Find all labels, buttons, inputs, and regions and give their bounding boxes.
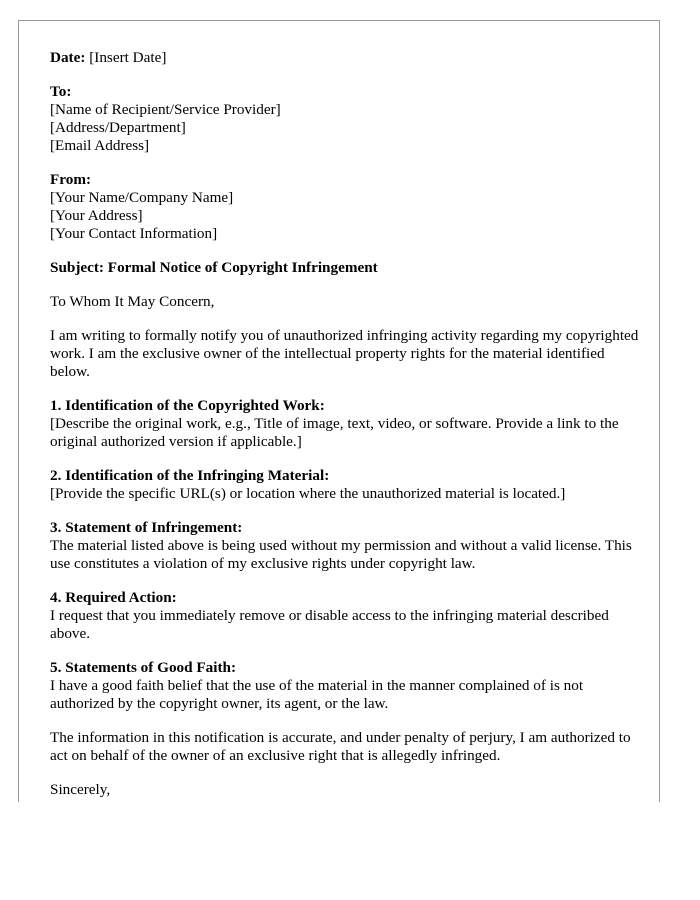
- to-heading: To:: [50, 83, 72, 100]
- sender-contact: [Your Contact Information]: [50, 225, 218, 242]
- section-copyrighted-work: [50, 397, 640, 451]
- recipient-block: [50, 83, 640, 155]
- subject-line: Subject: Formal Notice of Copyright Infringement: [50, 259, 378, 276]
- sender-block: [50, 171, 640, 243]
- from-heading: From:: [50, 171, 92, 188]
- letter-content: [50, 49, 640, 802]
- sender-address: [Your Address]: [50, 207, 143, 224]
- section-body: The material listed above is being used without my permission and without a valid license. This use constitutes a violation of my exclusive rights under copyright law.: [50, 537, 632, 572]
- recipient-name: [Name of Recipient/Service Provider]: [50, 101, 281, 118]
- perjury-statement: The information in this notification is accurate, and under penalty of perjury, I am authorized to act on behalf of the owner of an exclusive right that is allegedly infringed.: [50, 729, 631, 764]
- section-heading: 5. Statements of Good Faith:: [50, 659, 237, 676]
- section-body: I request that you immediately remove or disable access to the infringing material described above.: [50, 607, 609, 642]
- date-value: [Insert Date]: [85, 49, 167, 66]
- recipient-email: [Email Address]: [50, 137, 150, 154]
- closing: Sincerely,: [50, 781, 111, 798]
- recipient-address: [Address/Department]: [50, 119, 186, 136]
- section-heading: 2. Identification of the Infringing Material:: [50, 467, 330, 484]
- section-good-faith: [50, 659, 640, 713]
- date-line: [50, 49, 640, 67]
- salutation: To Whom It May Concern,: [50, 293, 215, 310]
- section-required-action: [50, 589, 640, 643]
- intro-paragraph: I am writing to formally notify you of unauthorized infringing activity regarding my copyrighted work. I am the exclusive owner of the intellectual property rights for the material identified below.: [50, 327, 639, 380]
- sender-name: [Your Name/Company Name]: [50, 189, 234, 206]
- section-infringing-material: [50, 467, 640, 503]
- section-heading: 1. Identification of the Copyrighted Work:: [50, 397, 325, 414]
- letter-page: [18, 20, 660, 802]
- section-body: [Provide the specific URL(s) or location where the unauthorized material is located.]: [50, 485, 566, 502]
- section-body: I have a good faith belief that the use of the material in the manner complained of is not authorized by the copyright owner, its agent, or the law.: [50, 677, 584, 712]
- section-body: [Describe the original work, e.g., Title of image, text, video, or software. Provide a link to the original authorized version if applicable.]: [50, 415, 619, 450]
- section-heading: 4. Required Action:: [50, 589, 177, 606]
- section-heading: 3. Statement of Infringement:: [50, 519, 243, 536]
- date-label: Date:: [50, 49, 86, 66]
- section-statement-of-infringement: [50, 519, 640, 573]
